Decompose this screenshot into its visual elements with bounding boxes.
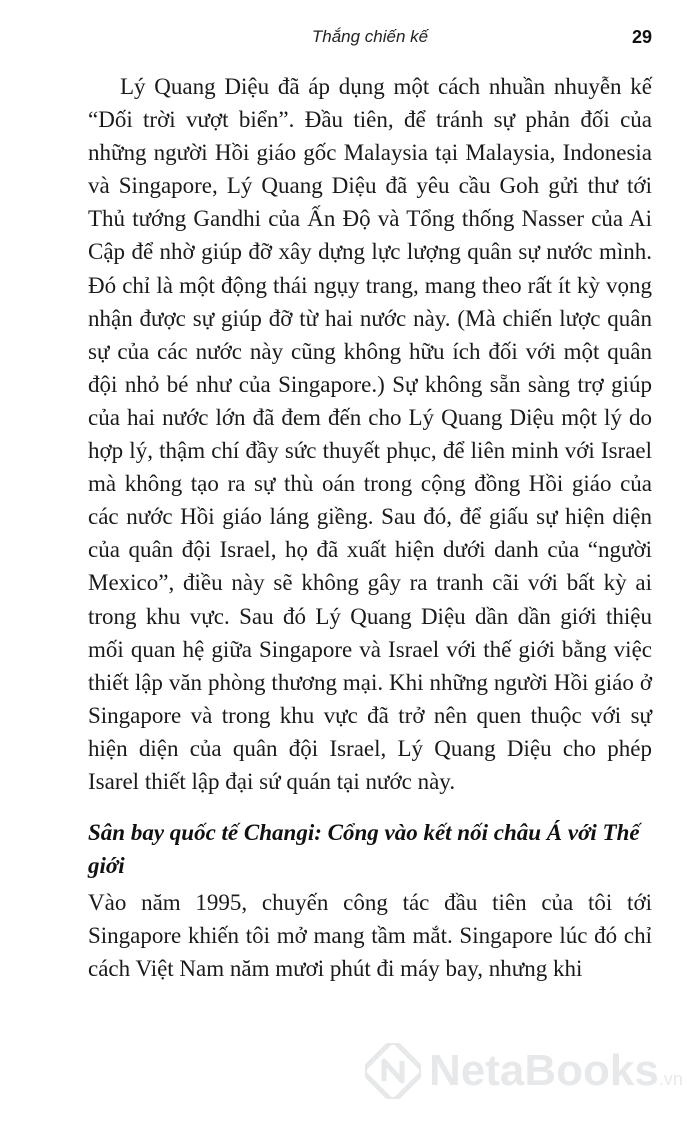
watermark-suffix: .vn — [658, 1069, 683, 1089]
running-header — [88, 22, 652, 52]
netabooks-logo-icon — [365, 1043, 421, 1099]
body-text — [88, 70, 652, 986]
watermark-text — [429, 1043, 683, 1107]
section-heading: Sân bay quốc tế Changi: Cổng vào kết nối châu Á với Thế giới — [88, 820, 640, 879]
page-number: 29 — [631, 27, 652, 47]
watermark — [365, 1037, 685, 1107]
paragraph-1: Lý Quang Diệu đã áp dụng một cách nhuần nhuyễn kế “Dối trời vượt biển”. Đầu tiên, để tránh sự phản đối của những người Hồi giáo gốc Malaysia tại Malaysia, Indonesia và Singapore, Lý Quang Diệu đã yêu cầu Goh gửi thư tới Thủ tướng Gandhi của Ấn Độ và Tổng thống Nasser của Ai Cập để nhờ giúp đỡ xây dựng lực lượng quân sự nước mình. Đó chỉ là một động thái ngụy trang, mang theo rất ít kỳ vọng nhận được sự giúp đỡ từ hai nước này. (Mà chiến lược quân sự của các nước này cũng không hữu ích đối với một quân đội nhỏ bé như của Singapore.) Sự không sẵn sàng trợ giúp của hai nước lớn đã đem đến cho Lý Quang Diệu một lý do hợp lý, thậm chí đầy sức thuyết phục, để liên minh với Israel mà không tạo ra sự thù oán trong cộng đồng Hồi giáo của các nước Hồi giáo láng giềng. Sau đó, để giấu sự hiện diện của quân đội Israel, họ đã xuất hiện dưới danh của “người Mexico”, điều này sẽ không gây ra tranh cãi với bất kỳ ai trong khu vực. Sau đó Lý Quang Diệu dần dần giới thiệu mối quan hệ giữa Singapore và Israel với thế giới bằng việc thiết lập văn phòng thương mại. Khi những người Hồi giáo ở Singapore và trong khu vực đã trở nên quen thuộc với sự hiện diện của quân đội Israel, Lý Quang Diệu cho phép Isarel thiết lập đại sứ quán tại nước này. — [88, 74, 652, 794]
paragraph-2: Vào năm 1995, chuyến công tác đầu tiên của tôi tới Singapore khiến tôi mở mang tầm mắt. Singapore lúc đó chỉ cách Việt Nam năm mươi phút đi máy bay, nhưng khi — [88, 890, 652, 982]
watermark-brand: NetaBooks — [429, 1046, 659, 1095]
running-title: Thắng chiến kế — [311, 27, 429, 46]
